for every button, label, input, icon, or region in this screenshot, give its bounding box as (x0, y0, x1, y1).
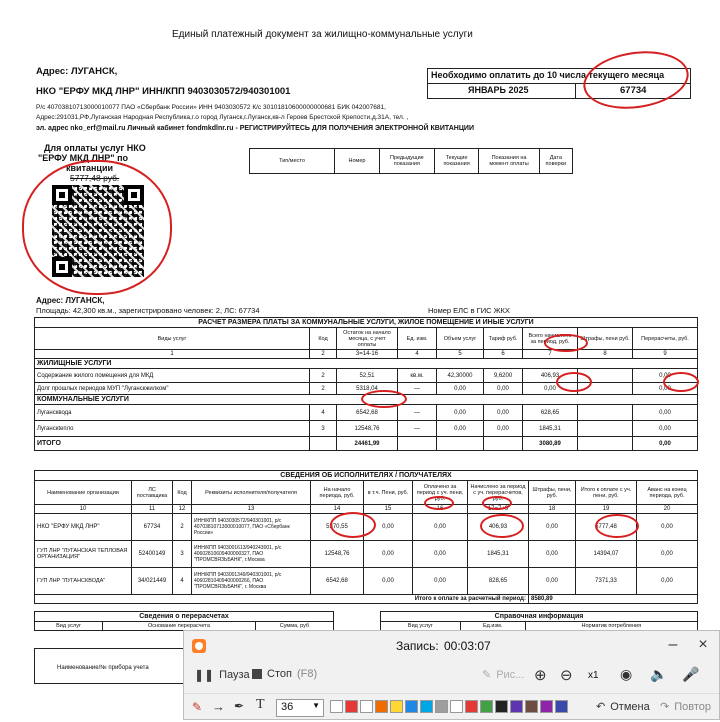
microphone-icon: 🎤 (682, 666, 700, 682)
calc-table (34, 317, 698, 451)
calc-cell: 628,65 (523, 405, 578, 421)
color-swatch[interactable] (540, 700, 553, 713)
calc-cell: 42,30000 (437, 369, 484, 383)
calc-num: 3=14-16 (337, 350, 398, 359)
exec-header: Аванс на конец периода, руб. (637, 481, 698, 505)
calc-cell: 0,00 (633, 383, 698, 395)
total-to-pay-value: 8580,89 (529, 595, 698, 604)
address-header: Адрес: ЛУГАНСК, (36, 66, 118, 77)
calc-cell: Содержание жилого помещения для МКД (35, 369, 310, 383)
marker-icon: ✒ (234, 699, 245, 713)
exec-cell: 0,00 (364, 514, 413, 541)
undo-button[interactable] (596, 700, 650, 713)
calc-header: Тариф руб. (484, 328, 523, 350)
arrow-tool[interactable] (212, 699, 225, 714)
redo-label: Повтор (674, 700, 711, 713)
exec-cell: ИНН/КПП 9403001349/940301001, р/с 40602810409400000266, ПАО "ПРОМСВЯЗЬБАНК", г. Москва (192, 568, 311, 595)
exec-header: Наименование организации (35, 481, 132, 505)
exec-num: 18 (529, 505, 576, 514)
meter-header: Текущие показания (434, 149, 479, 174)
calc-cell: 3 (310, 421, 337, 437)
exec-num: 16 (413, 505, 468, 514)
reference-table (380, 611, 698, 631)
exec-cell: ИНН/КПП 9403001613/940243001, р/с 40602810609400000327, ПАО "ПРОМСВЯЗЬБАНК", г.Москва (192, 541, 311, 568)
exec-cell: 34/021449 (132, 568, 173, 595)
calc-cell: — (398, 405, 437, 421)
total-cell: 0,00 (633, 437, 698, 451)
webcam-icon: ◉ (620, 666, 633, 682)
exec-cell: НКО "ЕРФУ МКД ЛНР" (35, 514, 132, 541)
pen-icon: ✎ (482, 669, 492, 681)
total-cell (484, 437, 523, 451)
section-housing: ЖИЛИЩНЫЕ УСЛУГИ (35, 359, 698, 369)
exec-num: 13 (192, 505, 311, 514)
recording-status-label: Запись: (396, 639, 439, 653)
minimize-button[interactable]: – (668, 636, 678, 653)
color-swatch[interactable] (435, 700, 448, 713)
total-cell: 24461,99 (337, 437, 398, 451)
calc-cell (578, 369, 633, 383)
meter-header: Номер (335, 149, 380, 174)
calc-cell (578, 405, 633, 421)
calc-title: РАСЧЕТ РАЗМЕРА ПЛАТЫ ЗА КОММУНАЛЬНЫЕ УСЛУГИ, ЖИЛОЕ ПОМЕЩЕНИЕ И ИНЫЕ УСЛУГИ (35, 318, 698, 328)
zoom-out-button[interactable] (560, 666, 573, 684)
text-tool[interactable] (256, 697, 265, 713)
close-button[interactable]: × (698, 636, 708, 653)
exec-cell: 14394,07 (576, 541, 637, 568)
calc-num: 8 (578, 350, 633, 359)
calc-cell: — (398, 421, 437, 437)
calc-cell: Луганскteпло (35, 421, 310, 437)
exec-num: 15 (364, 505, 413, 514)
payment-qr-code (52, 185, 144, 277)
exec-cell: 0,00 (637, 541, 698, 568)
exec-cell: 3 (173, 541, 192, 568)
exec-cell: 5370,55 (311, 514, 364, 541)
stop-label: Стоп (267, 668, 292, 680)
exec-num: 14 (311, 505, 364, 514)
exec-num: 10 (35, 505, 132, 514)
calc-cell: Долг прошлых периодов МУП "Луганскжилком" (35, 383, 310, 395)
qr-caption-3: квитанции (66, 163, 114, 173)
calc-cell: 6542,68 (337, 405, 398, 421)
color-swatch[interactable] (495, 700, 508, 713)
recalc-title: Сведения о перерасчетах (35, 612, 334, 622)
calc-cell: 0,00 (523, 383, 578, 395)
exec-num: 17=7+9 (468, 505, 529, 514)
calc-cell: 0,00 (633, 421, 698, 437)
font-size-value: 36 (281, 701, 294, 713)
exec-cell: 7371,33 (576, 568, 637, 595)
arrow-icon: → (212, 699, 225, 714)
exec-cell: 0,00 (364, 568, 413, 595)
draw-button[interactable] (482, 668, 524, 681)
address-footer: Адрес: ЛУГАНСК, (36, 296, 105, 305)
stop-icon (252, 669, 262, 679)
stop-hotkey: (F8) (296, 668, 318, 680)
color-swatch[interactable] (375, 700, 388, 713)
exec-cell: 0,00 (364, 541, 413, 568)
section-communal: КОММУНАЛЬНЫЕ УСЛУГИ (35, 395, 698, 405)
reference-header: Вид услуг (381, 622, 461, 631)
marker-tool[interactable] (234, 699, 244, 713)
color-swatch[interactable] (555, 700, 568, 713)
exec-header: Оплачено за период с уч. пени, руб. (413, 481, 468, 505)
calc-cell: 0,00 (437, 405, 484, 421)
calc-cell: 0,00 (484, 383, 523, 395)
microphone-button[interactable] (682, 666, 699, 683)
email-line: эл. адрес nko_erf@mail.ru Личный кабинет fondmkdlnr.ru - РЕГИСТРИРУЙТЕСЬ ДЛЯ ПОЛУЧЕНИЯ ЭЛЕКТРОННОЙ КВИТАНЦИИ (36, 125, 474, 132)
calc-num: 7 (523, 350, 578, 359)
calc-cell: 0,00 (437, 421, 484, 437)
color-swatch[interactable] (360, 700, 373, 713)
exec-cell: 828,65 (468, 568, 529, 595)
exec-cell: 52400149 (132, 541, 173, 568)
period-text: ЯНВАРЬ 2025 (468, 85, 529, 95)
recalc-header: Вид услуг (35, 622, 103, 631)
exec-header: в т.ч. Пени, руб. (364, 481, 413, 505)
color-swatch[interactable] (390, 700, 403, 713)
exec-cell: 2 (173, 514, 192, 541)
total-cell (310, 437, 337, 451)
recording-time: 00:03:07 (444, 639, 491, 653)
recorder-controls (184, 662, 719, 690)
exec-cell: 0,00 (529, 541, 576, 568)
exec-header: На начало периода, руб. (311, 481, 364, 505)
calc-header: Всего начислено за период, руб. (523, 328, 578, 350)
pay-deadline-text: Необходимо оплатить до 10 числа текущего месяца (431, 70, 665, 80)
calc-num: 1 (35, 350, 310, 359)
exec-cell: ГУП ЛНР "ЛУГАНСКАЯ ТЕПЛОВАЯ ОРГАНИЗАЦИЯ" (35, 541, 132, 568)
undo-icon: ↶ (596, 701, 606, 713)
zoom-in-icon: ⊕ (534, 667, 547, 684)
calc-header: Код (310, 328, 337, 350)
calc-header: Ед. изм. (398, 328, 437, 350)
drawing-toolbar (184, 693, 719, 722)
calc-cell (578, 383, 633, 395)
exec-header: Начислено за период с уч. перерасчетов, руб. (468, 481, 529, 505)
organization-line: НКО "ЕРФУ МКД ЛНР" ИНН/КПП 9403030572/940301001 (36, 86, 291, 97)
speaker-icon: 🔈 (650, 666, 668, 682)
pen-tool[interactable] (192, 700, 202, 714)
recorder-status-bar (184, 631, 719, 661)
calc-cell (578, 421, 633, 437)
meter-header: Дата поверки (539, 149, 572, 174)
zoom-out-icon: ⊖ (560, 667, 573, 684)
exec-cell: ИНН/КПП 9403030572/940301001, р/с 40703810713000010077, ПАО «Сбербанк России» (192, 514, 311, 541)
calc-cell: 1845,31 (523, 421, 578, 437)
zoom-level: x1 (588, 670, 599, 681)
color-swatch[interactable] (480, 700, 493, 713)
calc-header: Перерасчеты, руб. (633, 328, 698, 350)
qr-caption-1: Для оплаты услуг НКО (44, 143, 146, 153)
total-cell (578, 437, 633, 451)
reference-header: Ед.изм. (460, 622, 525, 631)
meter-name-box (34, 648, 186, 684)
calc-cell: 0,00 (633, 369, 698, 383)
webcam-button[interactable] (620, 666, 632, 683)
qr-caption-2: "ЕРФУ МКД ЛНР" по (38, 153, 129, 163)
total-cell (398, 437, 437, 451)
recalc-header: Основание перерасчета (103, 622, 256, 631)
exec-title: СВЕДЕНИЯ ОБ ИСПОЛНИТЕЛЯХ / ПОЛУЧАТЕЛЯХ (35, 471, 698, 481)
exec-header: ЛС поставщика (132, 481, 173, 505)
recalc-header: Сумма, руб (255, 622, 333, 631)
text-icon: T (256, 697, 265, 712)
color-swatch[interactable] (465, 700, 478, 713)
meter-name-label: Наименование/№ прибора учета (57, 665, 149, 671)
calc-cell: кв.м. (398, 369, 437, 383)
total-cell: ИТОГО (35, 437, 310, 451)
calc-cell: 52,51 (337, 369, 398, 383)
area-line: Площадь: 42,300 кв.м., зарегистрировано человек: 2, ЛС: 67734 (36, 306, 260, 315)
calc-header: Штрафы, пени руб. (578, 328, 633, 350)
exec-cell: 406,93 (468, 514, 529, 541)
recalc-table (34, 611, 334, 631)
document-title: Единый платежный документ за жилищно-коммунальные услуги (172, 29, 473, 40)
color-swatch[interactable] (525, 700, 538, 713)
meter-header: Показания на момент оплаты (479, 149, 539, 174)
executors-table (34, 470, 698, 604)
calc-cell: 0,00 (633, 405, 698, 421)
calc-num: 4 (398, 350, 437, 359)
exec-header: Итого к оплате с уч. пени, руб. (576, 481, 637, 505)
exec-cell: 0,00 (529, 568, 576, 595)
calc-num: 6 (484, 350, 523, 359)
calc-cell: 2 (310, 383, 337, 395)
qr-caption-4: 5777,48 руб. (70, 173, 120, 183)
exec-cell: 6542,68 (311, 568, 364, 595)
meter-header: Тип/место (250, 149, 335, 174)
calc-cell: — (398, 383, 437, 395)
pause-button[interactable] (194, 668, 250, 682)
redo-icon: ↷ (660, 701, 670, 713)
screen-recorder-panel (183, 630, 720, 720)
exec-cell: 0,00 (413, 514, 468, 541)
exec-cell: 0,00 (529, 514, 576, 541)
speaker-button[interactable] (650, 666, 667, 683)
chevron-down-icon: ▼ (312, 701, 320, 710)
calc-cell: Луганскводa (35, 405, 310, 421)
exec-header: Штрафы, пени, руб. (529, 481, 576, 505)
calc-cell: 406,93 (523, 369, 578, 383)
calc-cell: 5318,04 (337, 383, 398, 395)
pay-deadline-box (427, 68, 691, 84)
pause-icon: ❚❚ (194, 668, 215, 682)
account-box (575, 83, 691, 99)
color-swatch[interactable] (420, 700, 433, 713)
color-swatch[interactable] (510, 700, 523, 713)
calc-header: Остаток на начало месяца, с учет оплаты (337, 328, 398, 350)
exec-cell: 0,00 (637, 514, 698, 541)
pencil-icon: ✎ (192, 700, 203, 714)
exec-num: 11 (132, 505, 173, 514)
calc-num: 9 (633, 350, 698, 359)
exec-cell: 0,00 (637, 568, 698, 595)
period-box (427, 83, 576, 99)
reference-title: Справочная информация (381, 612, 698, 622)
exec-header: Код (173, 481, 192, 505)
color-swatch[interactable] (345, 700, 358, 713)
color-swatch[interactable] (405, 700, 418, 713)
calc-cell: 9,6200 (484, 369, 523, 383)
calc-cell: 0,00 (484, 405, 523, 421)
exec-cell: 0,00 (413, 541, 468, 568)
pause-label: Пауза (219, 669, 250, 681)
total-to-pay-label: Итого к оплате за расчетный период: (35, 595, 529, 604)
exec-cell: 5777,48 (576, 514, 637, 541)
exec-cell: 12548,76 (311, 541, 364, 568)
total-cell (437, 437, 484, 451)
calc-header: Виды услуг (35, 328, 310, 350)
exec-header: Реквизиты исполнителя/получателя (192, 481, 311, 505)
exec-cell: 0,00 (413, 568, 468, 595)
recorder-logo-icon (192, 639, 206, 653)
calc-cell: 4 (310, 405, 337, 421)
bank-details: Р/с 40703810713000010077 ПАО «Сбербанк России» ИНН 9403030572 К/с 30101810600000000681 БИК 042007681, (36, 104, 386, 111)
exec-num: 12 (173, 505, 192, 514)
calc-header: Объем услуг (437, 328, 484, 350)
calc-cell: 12548,76 (337, 421, 398, 437)
exec-cell: ГУП ЛНР "ЛУГАНСКВОДА" (35, 568, 132, 595)
org-address: Адрес:291031,РФ,Луганская Народная Республика,г.о город Луганск,г.Луганск,кв-л Героев Брестской Крепости,д.31А, тел. , (36, 114, 409, 121)
els-line: Номер ЕЛС в ГИС ЖКХ (428, 306, 510, 315)
draw-label: Рис... (496, 668, 525, 681)
exec-num: 19 (576, 505, 637, 514)
exec-num: 20 (637, 505, 698, 514)
exec-cell: 4 (173, 568, 192, 595)
stop-button[interactable] (252, 668, 317, 680)
calc-cell: 0,00 (437, 383, 484, 395)
redo-button[interactable] (660, 700, 711, 713)
reference-header: Норматив потребления (525, 622, 697, 631)
color-swatch[interactable] (450, 700, 463, 713)
color-swatch[interactable] (330, 700, 343, 713)
calc-num: 2 (310, 350, 337, 359)
undo-label: Отмена (610, 700, 650, 713)
calc-cell: 2 (310, 369, 337, 383)
account-number: 67734 (620, 85, 647, 96)
exec-cell: 67734 (132, 514, 173, 541)
calc-cell: 0,00 (484, 421, 523, 437)
calc-num: 5 (437, 350, 484, 359)
exec-cell: 1845,31 (468, 541, 529, 568)
meter-table (249, 148, 573, 174)
total-cell: 3080,89 (523, 437, 578, 451)
font-size-select[interactable] (276, 699, 324, 717)
meter-header: Предыдущие показания (380, 149, 435, 174)
zoom-in-button[interactable] (534, 666, 547, 684)
